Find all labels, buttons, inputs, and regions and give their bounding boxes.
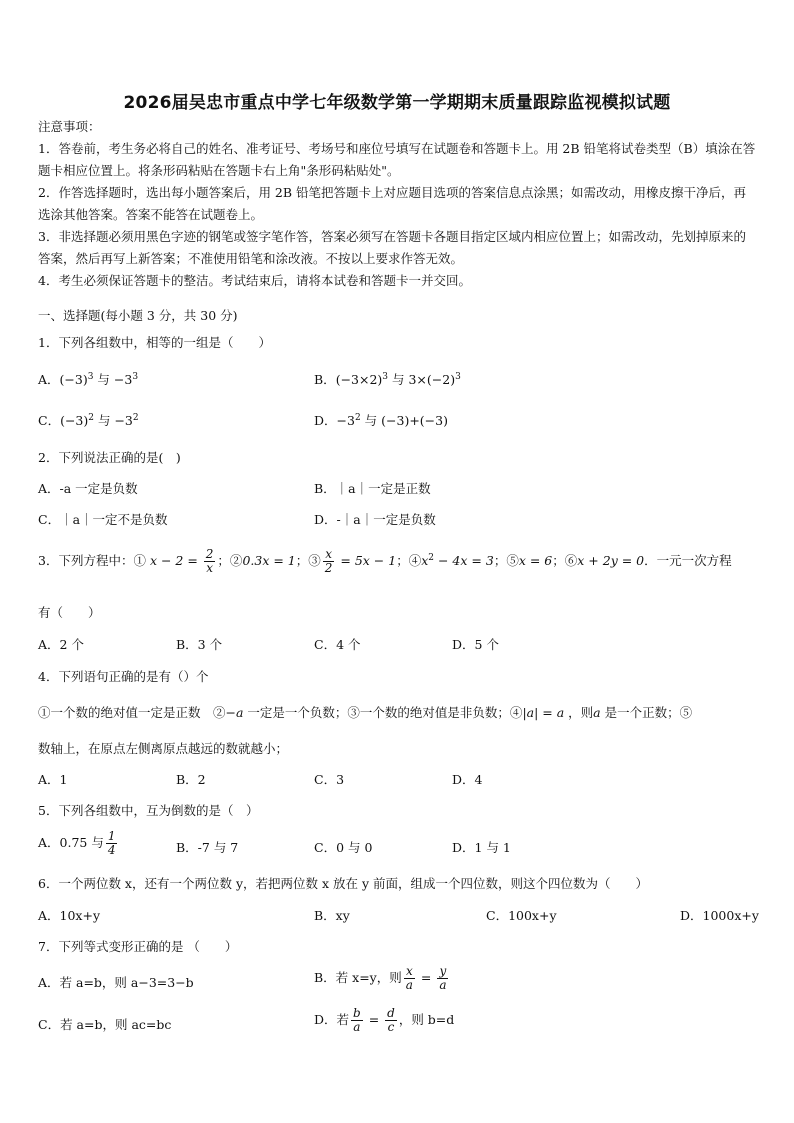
notice-block [38,116,758,292]
q2-option-b[interactable]: B．｜a｜一定是正数 [314,481,431,496]
fraction: $\frac{1}{4}$ [107,829,116,857]
notice-heading: 注意事项： [38,119,101,134]
q1-option-c[interactable]: C．$(-3)^2$ 与 $-3^2$ [38,412,139,428]
q4-statements-cont: 数轴上，在原点左侧离原点越远的数就越小； [38,741,289,756]
q5-stem: 5．下列各组数中，互为倒数的是（ ） [38,803,259,818]
q4-option-c[interactable]: C．3 [314,772,345,787]
notice-item-1: 1．答卷前，考生务必将自己的姓名、准考证号、考场号和座位号填写在试题卷和答题卡上。用 2B 铅笔将试卷类型（B）填涂在答题卡相应位置上。将条形码粘贴在答题卡右上角"条形码粘贴处"。 [38,141,756,178]
fraction: $\frac{2}{x}$ [205,547,214,575]
fraction: $\frac{x}{2}$ [324,547,333,575]
q4-option-a[interactable]: A．1 [38,772,68,787]
fraction: $\frac{d}{c}$ [387,1006,395,1034]
q5-option-a[interactable]: A．0.75 与 $\frac{1}{4}$ [38,829,116,857]
q2-option-d[interactable]: D．-｜a｜一定是负数 [314,512,436,527]
q3-option-b[interactable]: B．3 个 [176,637,223,652]
q5-option-c[interactable]: C．0 与 0 [314,840,373,855]
q2-option-a[interactable]: A．-a 一定是负数 [38,481,138,496]
q4-statements: ①一个数的绝对值一定是正数 ②−a 一定是一个负数；③一个数的绝对值是非负数；④|a| = a ，则a 是一个正数；⑤ [38,705,693,720]
q2-stem: 2．下列说法正确的是( ) [38,450,181,465]
q1-stem: 1．下列各组数中，相等的一组是（ ） [38,335,271,350]
q6-option-a[interactable]: A．10x+y [38,908,101,923]
q3-option-c[interactable]: C．4 个 [314,637,361,652]
q7-stem: 7．下列等式变形正确的是 （ ） [38,939,238,954]
q5-option-b[interactable]: B．-7 与 7 [176,840,239,855]
fraction: $\frac{x}{a}$ [405,964,413,992]
q7-option-c[interactable]: C．若 a=b，则 ac=bc [38,1017,172,1032]
fraction: $\frac{b}{a}$ [353,1006,361,1034]
q7-option-a[interactable]: A．若 a=b，则 a−3=3−b [38,975,194,990]
q3-option-a[interactable]: A．2 个 [38,637,84,652]
q1-option-b[interactable]: B．$(-3\times 2)^3$ 与 $3\times(-2)^3$ [314,371,461,387]
notice-item-2: 2．作答选择题时，选出每小题答案后，用 2B 铅笔把答题卡上对应题目选项的答案信息点涂黑；如需改动，用橡皮擦干净后，再选涂其他答案。答案不能答在试题卷上。 [38,185,747,222]
page-title: 2026届吴忠市重点中学七年级数学第一学期期末质量跟踪监视模拟试题 [123,93,671,113]
q7-option-b[interactable]: B．若 x=y，则 $\frac{x}{a}$ = $\frac{y}{a}$ [314,964,447,992]
q2-option-c[interactable]: C．｜a｜一定不是负数 [38,512,168,527]
notice-item-4: 4．考生必须保证答题卡的整洁。考试结束后，请将本试卷和答题卡一并交回。 [38,273,471,288]
section-heading: 一、选择题(每小题 3 分，共 30 分) [38,308,238,323]
q6-stem: 6．一个两位数 x，还有一个两位数 y，若把两位数 x 放在 y 前面，组成一个四位数，则这个四位数为（ ） [38,876,649,891]
q3-stem: 3．下列方程中：① x − 2 = $\frac{2}{x}$ ；②0.3x = 1；③ $\frac{x}{2}$ = 5x − 1；$④x^2 - 4x = 3$；⑤x = 6；⑥x + 2y = 0．一元一次方程 [38,547,732,575]
q7-option-d[interactable]: D．若 $\frac{b}{a}$ = $\frac{d}{c}$ ，则 b=d [314,1006,455,1034]
q5-option-d[interactable]: D．1 与 1 [452,840,511,855]
notice-item-3: 3．非选择题必须用黑色字迹的钢笔或签字笔作答，答案必须写在答题卡各题目指定区域内相应位置上；如需改动，先划掉原来的答案，然后再写上新答案；不准使用铅笔和涂改液。不按以上要求作答无效。 [38,229,746,266]
q3-option-d[interactable]: D．5 个 [452,637,499,652]
fraction: $\frac{y}{a}$ [439,964,447,992]
q1-option-a[interactable]: A．$(-3)^3$ 与 $-3^3$ [38,371,139,387]
q4-option-d[interactable]: D．4 [452,772,483,787]
q4-stem: 4．下列语句正确的是有（）个 [38,669,209,684]
q6-option-d[interactable]: D．1000x+y [680,908,759,923]
q6-option-c[interactable]: C．100x+y [486,908,557,923]
q3-stem-cont: 有（ ） [38,605,101,620]
q6-option-b[interactable]: B．xy [314,908,350,923]
q4-option-b[interactable]: B．2 [176,772,206,787]
q1-option-d[interactable]: D．$-3^2$ 与 (−3)+(−3) [314,412,448,428]
